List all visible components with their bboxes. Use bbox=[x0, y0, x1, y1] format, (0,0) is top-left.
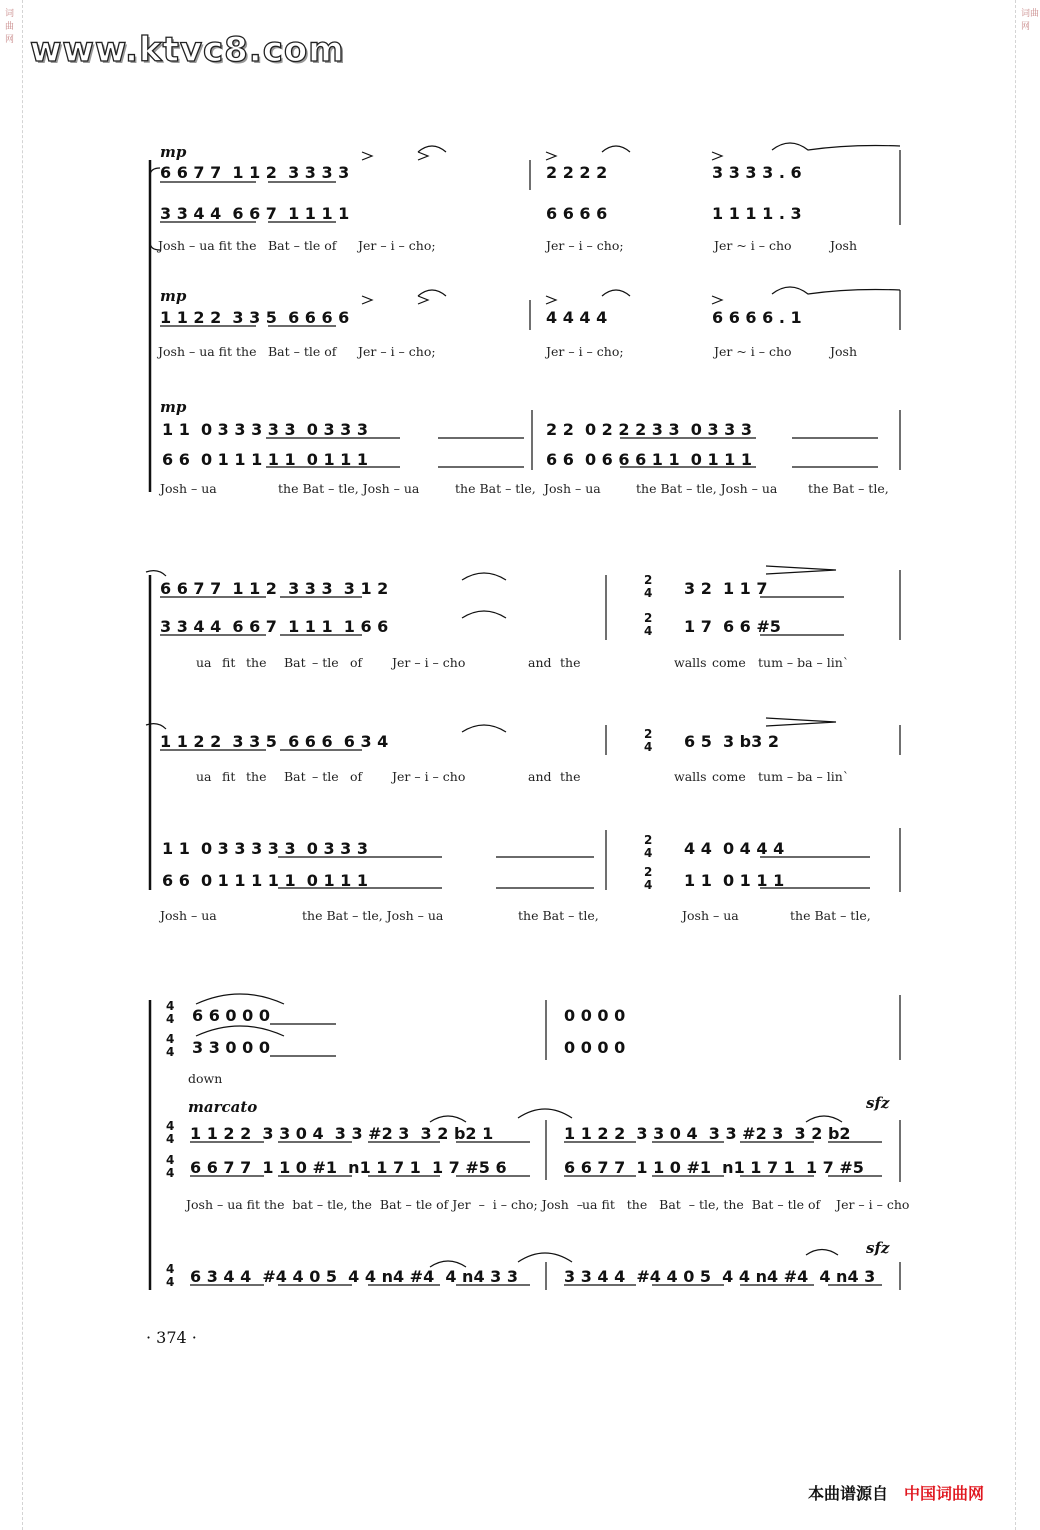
notes-row: 6 6 7 7 1 1 2 3 3 3 3 bbox=[160, 163, 350, 182]
footer-source bbox=[808, 1481, 984, 1504]
time-sig-numerator: 4 bbox=[166, 1153, 175, 1167]
notes-row: 0 0 0 0 bbox=[564, 1006, 626, 1025]
lyric: and bbox=[528, 769, 552, 784]
lyric: Josh – ua fit the bbox=[158, 238, 257, 253]
lyric: the Bat – tle, bbox=[455, 481, 536, 496]
notes-row: 6 3 4 4 #4 4 0 5 4 4 n4 #4 4 n4 3 3 bbox=[190, 1267, 518, 1286]
edge-watermark-text: 词曲网 bbox=[1021, 9, 1040, 32]
notes-row: 1 1 1 1 . 3 bbox=[712, 204, 802, 223]
time-sig-denominator: 4 bbox=[166, 1275, 175, 1289]
lyric: the Bat – tle, Josh – ua bbox=[636, 481, 778, 496]
time-sig-numerator: 2 bbox=[644, 833, 653, 847]
time-sig-numerator: 4 bbox=[166, 999, 175, 1013]
lyric: fit bbox=[222, 769, 236, 784]
time-sig-denominator: 4 bbox=[644, 740, 653, 754]
time-sig-denominator: 4 bbox=[644, 846, 653, 860]
time-sig-denominator: 4 bbox=[644, 586, 653, 600]
footer-source-label: 本曲谱源自 bbox=[808, 1484, 889, 1503]
lyric: the Bat – tle, bbox=[808, 481, 889, 496]
notes-row: 6 6 6 6 . 1 bbox=[712, 308, 802, 327]
notes-row: 1 1 0 3 3 3 3 3 0 3 3 3 bbox=[162, 839, 369, 858]
edge-watermark-text: 词曲网 bbox=[5, 9, 15, 45]
time-signatures bbox=[166, 573, 652, 1289]
lyric: Josh – ua fit the bat – tle, the Bat – tle of Jer – i – cho; Josh – bbox=[186, 1197, 583, 1212]
lyric: Jer ~ i – cho bbox=[714, 238, 792, 253]
lyric: fit bbox=[222, 655, 236, 670]
lyric: ua fit the Bat – tle, the Bat – tle of Jer – i – cho bbox=[582, 1197, 910, 1212]
lyric: ua bbox=[196, 769, 212, 784]
notes-row: 3 2 1 1 7 bbox=[684, 579, 768, 598]
time-sig-numerator: 4 bbox=[166, 1032, 175, 1046]
notes-row: 2 2 0 2 2 2 3 3 0 3 3 3 bbox=[546, 420, 753, 439]
page-number: · 374 · bbox=[146, 1328, 197, 1347]
time-sig-numerator: 2 bbox=[644, 573, 653, 587]
lyric: Jer – i – cho bbox=[392, 769, 466, 784]
lyric: the Bat – tle, Josh – ua bbox=[302, 908, 444, 923]
lyric: come bbox=[712, 655, 746, 670]
lyric: Josh bbox=[830, 344, 858, 359]
notation-rows bbox=[160, 163, 875, 1286]
notes-row: 6 6 7 7 1 1 0 #1 n1 1 7 1 1 7 #5 bbox=[564, 1158, 864, 1177]
time-sig-numerator: 4 bbox=[166, 1262, 175, 1276]
notes-row: 6 6 6 6 bbox=[546, 204, 608, 223]
lyric: the Bat – tle, Josh – ua bbox=[278, 481, 420, 496]
dynamic-mp: mp bbox=[160, 287, 187, 305]
notes-row: 3 3 4 4 6 6 7 1 1 1 1 bbox=[160, 204, 350, 223]
lyric: the Bat – tle, bbox=[518, 908, 599, 923]
lyric: Jer – i – cho; bbox=[358, 344, 436, 359]
notes-row: 0 0 0 0 bbox=[564, 1038, 626, 1057]
lyric: the Bat – tle, bbox=[790, 908, 871, 923]
lyric: Josh – ua bbox=[544, 481, 601, 496]
dynamic-sfz: sfz bbox=[866, 1239, 890, 1257]
lyric: Bat – tle of bbox=[268, 344, 337, 359]
lyric: the bbox=[246, 655, 267, 670]
lyric: walls bbox=[674, 655, 707, 670]
notes-row: 3 3 3 3 . 6 bbox=[712, 163, 802, 182]
lyric: Bat bbox=[284, 655, 306, 670]
lyric: Jer – i – cho; bbox=[358, 238, 436, 253]
lyric: the bbox=[560, 769, 581, 784]
lyric: Josh – ua fit the bbox=[158, 344, 257, 359]
lyric: tum – ba – lin` bbox=[758, 655, 850, 670]
time-sig-denominator: 4 bbox=[644, 878, 653, 892]
notes-row: 6 6 0 6 6 6 1 1 0 1 1 1 bbox=[546, 450, 753, 469]
notes-row: 1 7 6 6 #5 bbox=[684, 617, 781, 636]
dynamic-mp: mp bbox=[160, 398, 187, 416]
notes-row: 3 3 4 4 6 6 7 1 1 1 1 6 6 bbox=[160, 617, 389, 636]
lyric: – tle bbox=[312, 769, 339, 784]
notes-row: 6 6 7 7 1 1 2 3 3 3 3 1 2 bbox=[160, 579, 389, 598]
lyric: of bbox=[350, 655, 363, 670]
lyric: and bbox=[528, 655, 552, 670]
notes-row: 6 6 0 1 1 1 1 1 0 1 1 1 bbox=[162, 450, 369, 469]
notes-row: 1 1 0 3 3 3 3 3 0 3 3 3 bbox=[162, 420, 369, 439]
lyric: Bat bbox=[284, 769, 306, 784]
site-watermark: www.ktvc8.com bbox=[30, 30, 345, 70]
time-sig-denominator: 4 bbox=[166, 1132, 175, 1146]
time-sig-numerator: 2 bbox=[644, 727, 653, 741]
notes-row: 1 1 2 2 3 3 0 4 3 3 #2 3 3 2 b2 1 bbox=[190, 1124, 494, 1143]
lyric: walls bbox=[674, 769, 707, 784]
lyric: Jer ~ i – cho bbox=[714, 344, 792, 359]
time-sig-numerator: 2 bbox=[644, 865, 653, 879]
lyric: the bbox=[246, 769, 267, 784]
time-sig-denominator: 4 bbox=[166, 1012, 175, 1026]
notes-row: 4 4 4 4 bbox=[546, 308, 608, 327]
notes-row: 1 1 0 1 1 1 bbox=[684, 871, 785, 890]
notes-row: 3 3 4 4 #4 4 0 5 4 4 n4 #4 4 n4 3 bbox=[564, 1267, 876, 1286]
notes-row: 4 4 0 4 4 4 bbox=[684, 839, 785, 858]
lyric: Josh – ua bbox=[160, 908, 217, 923]
lyric: tum – ba – lin` bbox=[758, 769, 850, 784]
notes-row: 2 2 2 2 bbox=[546, 163, 608, 182]
lyric: Jer – i – cho bbox=[392, 655, 466, 670]
lyric: of bbox=[350, 769, 363, 784]
notes-row: 1 1 2 2 3 3 5 6 6 6 6 3 4 bbox=[160, 732, 389, 751]
notes-row: 3 3 0 0 0 bbox=[192, 1038, 270, 1057]
time-sig-denominator: 4 bbox=[166, 1045, 175, 1059]
dynamic-sfz: sfz bbox=[866, 1094, 890, 1112]
lyric: Josh bbox=[830, 238, 858, 253]
time-sig-numerator: 2 bbox=[644, 611, 653, 625]
time-sig-denominator: 4 bbox=[644, 624, 653, 638]
time-sig-denominator: 4 bbox=[166, 1166, 175, 1180]
footer-site-name[interactable]: 中国词曲网 bbox=[904, 1484, 985, 1503]
lyric: come bbox=[712, 769, 746, 784]
notes-row: 6 6 0 1 1 1 1 1 0 1 1 1 bbox=[162, 871, 369, 890]
lyric: down bbox=[188, 1071, 223, 1086]
time-sig-numerator: 4 bbox=[166, 1119, 175, 1133]
lyric: the bbox=[560, 655, 581, 670]
lyric: ua bbox=[196, 655, 212, 670]
notes-row: 6 6 0 0 0 bbox=[192, 1006, 270, 1025]
dynamic-mp: mp bbox=[160, 143, 187, 161]
lyric: Bat – tle of bbox=[268, 238, 337, 253]
lyric: Josh – ua bbox=[682, 908, 739, 923]
lyric: Josh – ua bbox=[160, 481, 217, 496]
lyric: Jer – i – cho; bbox=[546, 344, 624, 359]
notes-row: 1 1 2 2 3 3 5 6 6 6 6 bbox=[160, 308, 350, 327]
lyric-rows bbox=[156, 238, 909, 1212]
notes-row: 1 1 2 2 3 3 0 4 3 3 #2 3 3 2 b2 bbox=[564, 1124, 851, 1143]
notes-row: 6 5 3 b3 2 bbox=[684, 732, 779, 751]
notes-row: 6 6 7 7 1 1 0 #1 n1 1 7 1 1 7 #5 6 bbox=[190, 1158, 507, 1177]
lyric: – tle bbox=[312, 655, 339, 670]
dynamic-marcato: marcato bbox=[188, 1098, 258, 1116]
lyric: Jer – i – cho; bbox=[546, 238, 624, 253]
